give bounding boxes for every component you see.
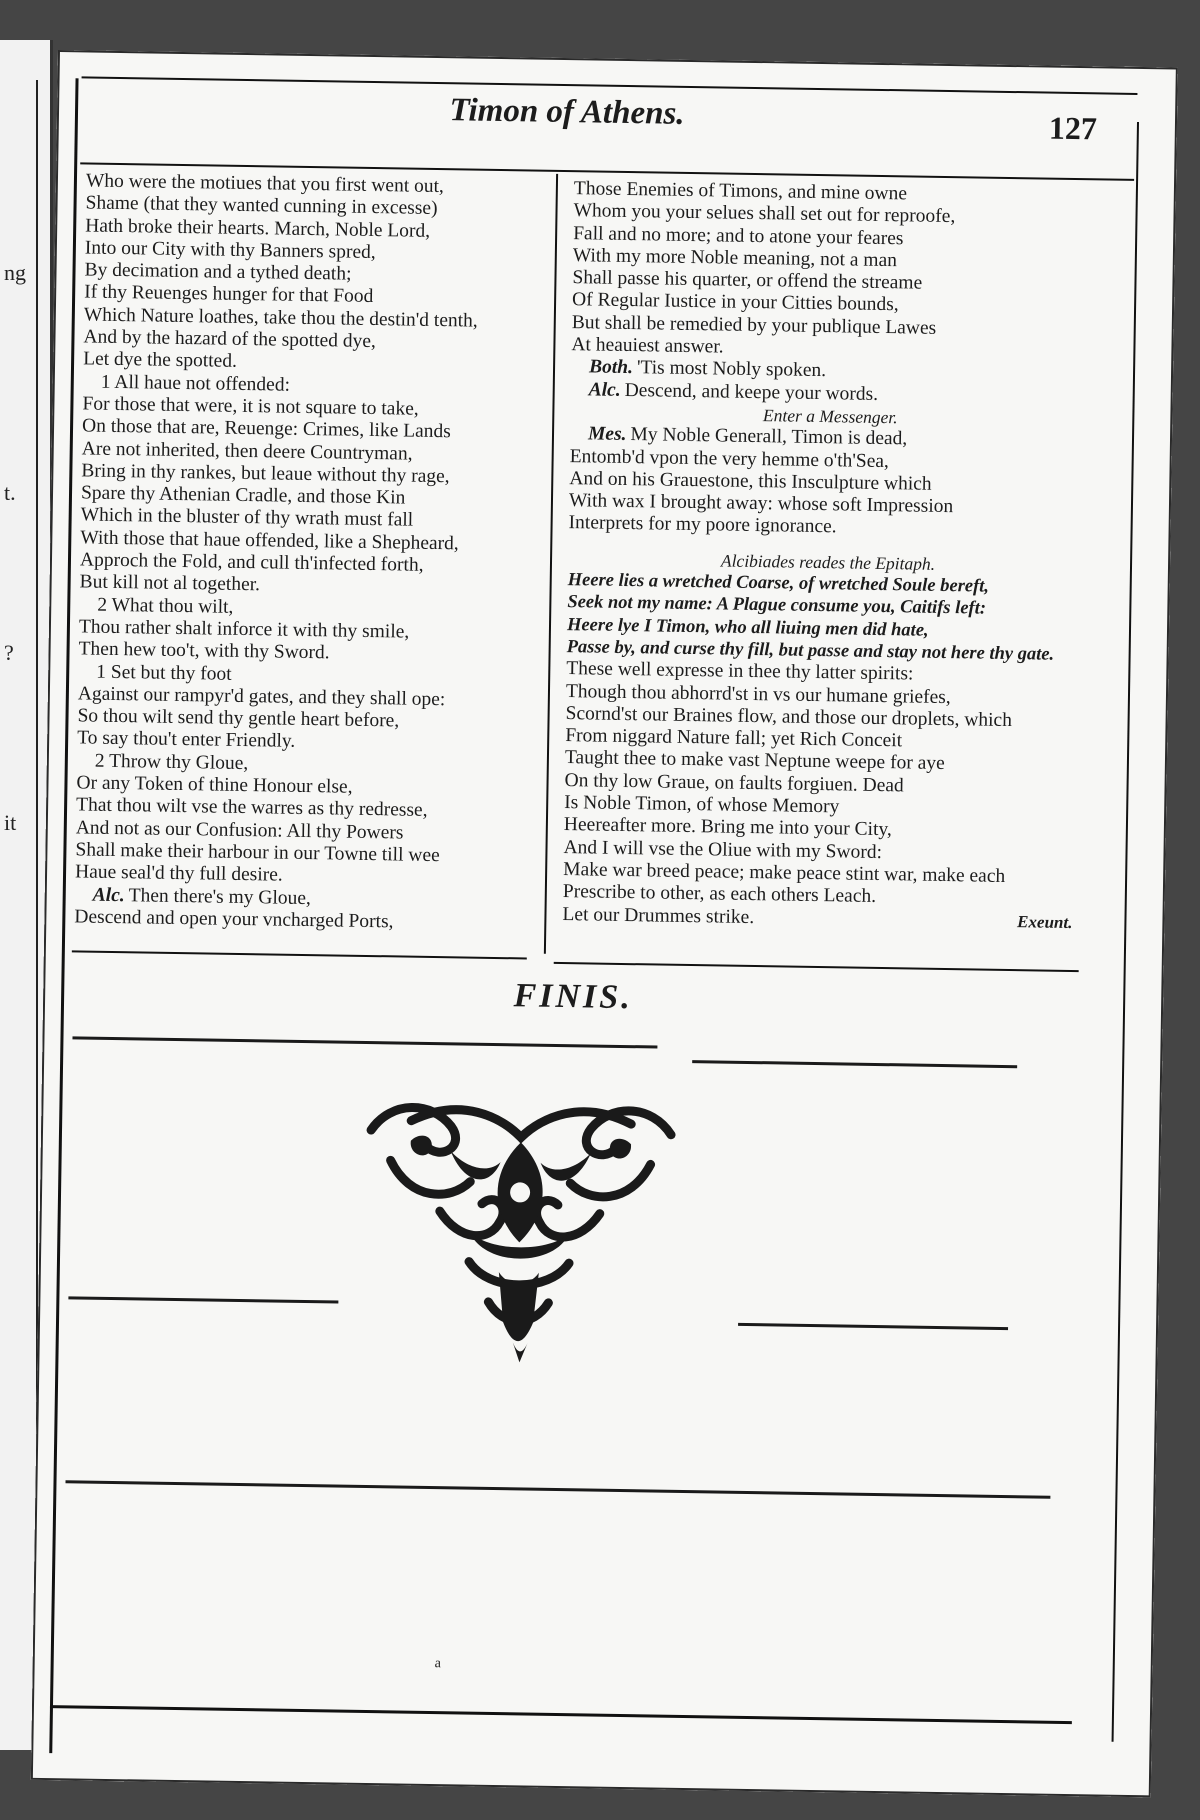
line-text: 2 What thou wilt,: [97, 594, 234, 618]
line-text: Those Enemies of Timons, and mine owne: [573, 178, 908, 205]
line-text: If thy Reuenges hunger for that Food: [84, 281, 374, 308]
line-text: Approch the Fold, and cull th'infected forth,: [79, 549, 424, 576]
blank-rule: [692, 1060, 1017, 1068]
line-text: With those that haue offended, like a Shepheard,: [80, 527, 459, 555]
line-text: But shall be remedied by your publique Lawes: [571, 311, 937, 339]
line-text: Heere lies a wretched Coarse, of wretched Soule bereft,: [567, 570, 990, 597]
finis-heading: FINIS.: [513, 977, 634, 1017]
line-text: Taught thee to make vast Neptune weepe for aye: [564, 747, 945, 775]
frame-bottom-rule: [50, 1705, 1072, 1724]
line-text: With my more Noble meaning, not a man: [572, 245, 898, 272]
line-text: And not as our Confusion: All thy Powers: [75, 816, 404, 844]
line-text: From niggard Nature fall; yet Rich Conceit: [565, 725, 903, 752]
line-text: Then there's my Gloue,: [128, 884, 312, 909]
line-text: And by the hazard of the spotted dye,: [83, 326, 377, 353]
tailpiece-ornament-icon: [347, 1090, 691, 1365]
line-text: 1 Set but thy foot: [96, 661, 232, 685]
line-text: Let dye the spotted.: [82, 348, 238, 373]
line-text: Heereafter more. Bring me into your City,: [563, 814, 892, 841]
facing-fragment: it: [4, 810, 17, 835]
line-text: Make war breed peace; make peace stint war, make each: [563, 858, 1006, 887]
line-text: That thou wilt vse the warres as thy redresse,: [75, 794, 428, 822]
line-text: Scornd'st our Braines flow, and those our droplets, which: [565, 702, 1013, 731]
line-text: Thou rather shalt inforce it with thy smile,: [78, 616, 410, 643]
line-text: Enter a Messenger.: [762, 405, 898, 428]
line-text: Alcibiades reades the Epitaph.: [720, 550, 936, 574]
facing-fragment: t.: [4, 480, 16, 505]
line-text: Of Regular Iustice in your Citties bounds,: [571, 289, 899, 316]
blank-rule: [65, 1480, 1050, 1498]
line-text: Shall passe his quarter, or offend the streame: [572, 267, 923, 294]
speaker-label: Alc.: [92, 884, 125, 906]
line-text: And I will vse the Oliue with my Sword:: [563, 836, 883, 863]
line-text: 'Tis most Nobly spoken.: [636, 357, 827, 382]
line-text: Or any Token of thine Honour else,: [76, 772, 353, 798]
line-text: Shame (that they wanted cunning in excesse): [85, 192, 438, 220]
line-text: These well expresse in thee thy latter spirits:: [566, 658, 914, 685]
line-text: Seek not my name: A Plague consume you, Caitifs left:: [567, 592, 987, 619]
line-text: Prescribe to other, as each others Leach.: [562, 881, 877, 908]
line-text: At heauiest answer.: [571, 334, 724, 358]
speaker-label: Alc.: [588, 379, 621, 401]
line-text: And on his Grauestone, this Insculpture which: [569, 467, 932, 495]
line-text: But kill not al together.: [79, 571, 261, 596]
blank-rule: [738, 1323, 1008, 1330]
line-text: Who were the motiues that you first went out,: [85, 170, 445, 198]
facing-fragment: ng: [4, 260, 26, 285]
text-column-right: [562, 178, 1094, 934]
folio-page: [31, 50, 1178, 1797]
line-text: 1 All haue not offended:: [100, 371, 291, 396]
line-text: Shall make their harbour in our Towne till wee: [75, 839, 440, 867]
frame-top-rule: [82, 76, 1138, 95]
running-title: Timon of Athens.: [449, 92, 685, 132]
line-text: Descend, and keepe your words.: [624, 379, 879, 405]
column-end-rule-right: [554, 962, 1079, 972]
stage-direction-exit: Exeunt.: [1017, 911, 1073, 932]
speaker-label: Both.: [588, 356, 634, 379]
column-end-rule-left: [72, 950, 527, 959]
page-number: 127: [1048, 109, 1098, 147]
blank-rule: [68, 1296, 338, 1303]
speaker-label: Mes.: [587, 423, 627, 446]
line-text: Passe by, and curse thy fill, but passe and stay not here thy gate.: [566, 637, 1055, 665]
line-text: Interprets for my poore ignorance.: [568, 512, 837, 538]
line-text: To say thou't enter Friendly.: [77, 727, 296, 753]
line-text: Though thou abhorrd'st in vs our humane griefes,: [565, 680, 951, 708]
line-text: Hath broke their hearts. March, Noble Lord,: [85, 215, 431, 242]
facing-fragment: ?: [4, 640, 14, 665]
line-text: Spare thy Athenian Cradle, and those Kin: [80, 482, 406, 509]
line-text: 2 Throw thy Gloue,: [94, 750, 249, 774]
line-text: My Noble Generall, Timon is dead,: [630, 424, 908, 450]
text-column-left: [74, 170, 541, 935]
line-text: On those that are, Reuenge: Crimes, like Lands: [81, 415, 451, 443]
line-text: Is Noble Timon, of whose Memory: [564, 792, 840, 818]
line-text: Bring in thy rankes, but leaue without thy rage,: [81, 460, 450, 488]
line-text: Heere lye I Timon, who all liuing men did hate,: [566, 614, 929, 641]
line-text: Then hew too't, with thy Sword.: [78, 638, 330, 664]
line-text: By decimation and a tythed death;: [84, 259, 352, 285]
line-text: On thy low Graue, on faults forgiuen. Dead: [564, 769, 904, 797]
line-text: Fall and no more; and to atone your feares: [573, 222, 904, 249]
line-text: Which in the bluster of thy wrath must fall: [80, 504, 414, 532]
line-text: So thou wilt send thy gentle heart before,: [77, 705, 400, 732]
frame-right-rule: [1112, 122, 1139, 1742]
line-text: Against our rampyr'd gates, and they shall ope:: [77, 683, 446, 710]
line-text: Are not inherited, then deere Countryman,: [81, 437, 413, 465]
column-divider: [544, 174, 558, 954]
signature-mark: a: [434, 1656, 442, 1672]
line-text: Descend and open your vncharged Ports,: [74, 906, 394, 933]
line-text: With wax I brought away: whose soft Impression: [568, 490, 954, 518]
line-text: Let our Drummes strike.: [562, 903, 755, 928]
line-text: Haue seal'd thy full desire.: [74, 861, 283, 886]
line-text: Which Nature loathes, take thou the destin'd tenth,: [83, 304, 478, 332]
blank-rule: [72, 1036, 657, 1048]
line-text: Into our City with thy Banners spred,: [84, 237, 376, 263]
line-text: Entomb'd vpon the very hemme o'th'Sea,: [569, 445, 890, 472]
line-text: Whom you your selues shall set out for reproofe,: [573, 200, 956, 228]
line-text: For those that were, it is not square to take,: [82, 393, 419, 420]
